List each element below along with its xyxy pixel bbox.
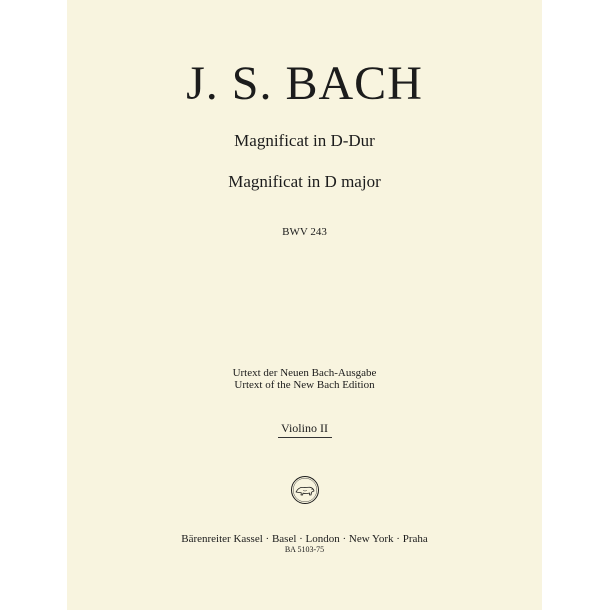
part-name: Violino II	[281, 421, 328, 435]
order-number: BA 5103-75	[284, 545, 325, 554]
baerenreiter-bear-logo-icon	[290, 475, 320, 505]
urtext-note-german: Urtext der Neuen Bach-Ausgabe	[232, 367, 377, 379]
publisher-line: Bärenreiter Kassel · Basel · London · New York · Praha	[181, 533, 428, 545]
part-underline	[278, 437, 332, 438]
catalog-number: BWV 243	[282, 226, 327, 238]
title-german: Magnificat in D-Dur	[234, 131, 375, 150]
cover-page	[67, 0, 542, 610]
composer-name: J. S. BACH	[186, 57, 423, 110]
urtext-note-english: Urtext of the New Bach Edition	[234, 379, 375, 391]
title-english: Magnificat in D major	[228, 172, 381, 191]
